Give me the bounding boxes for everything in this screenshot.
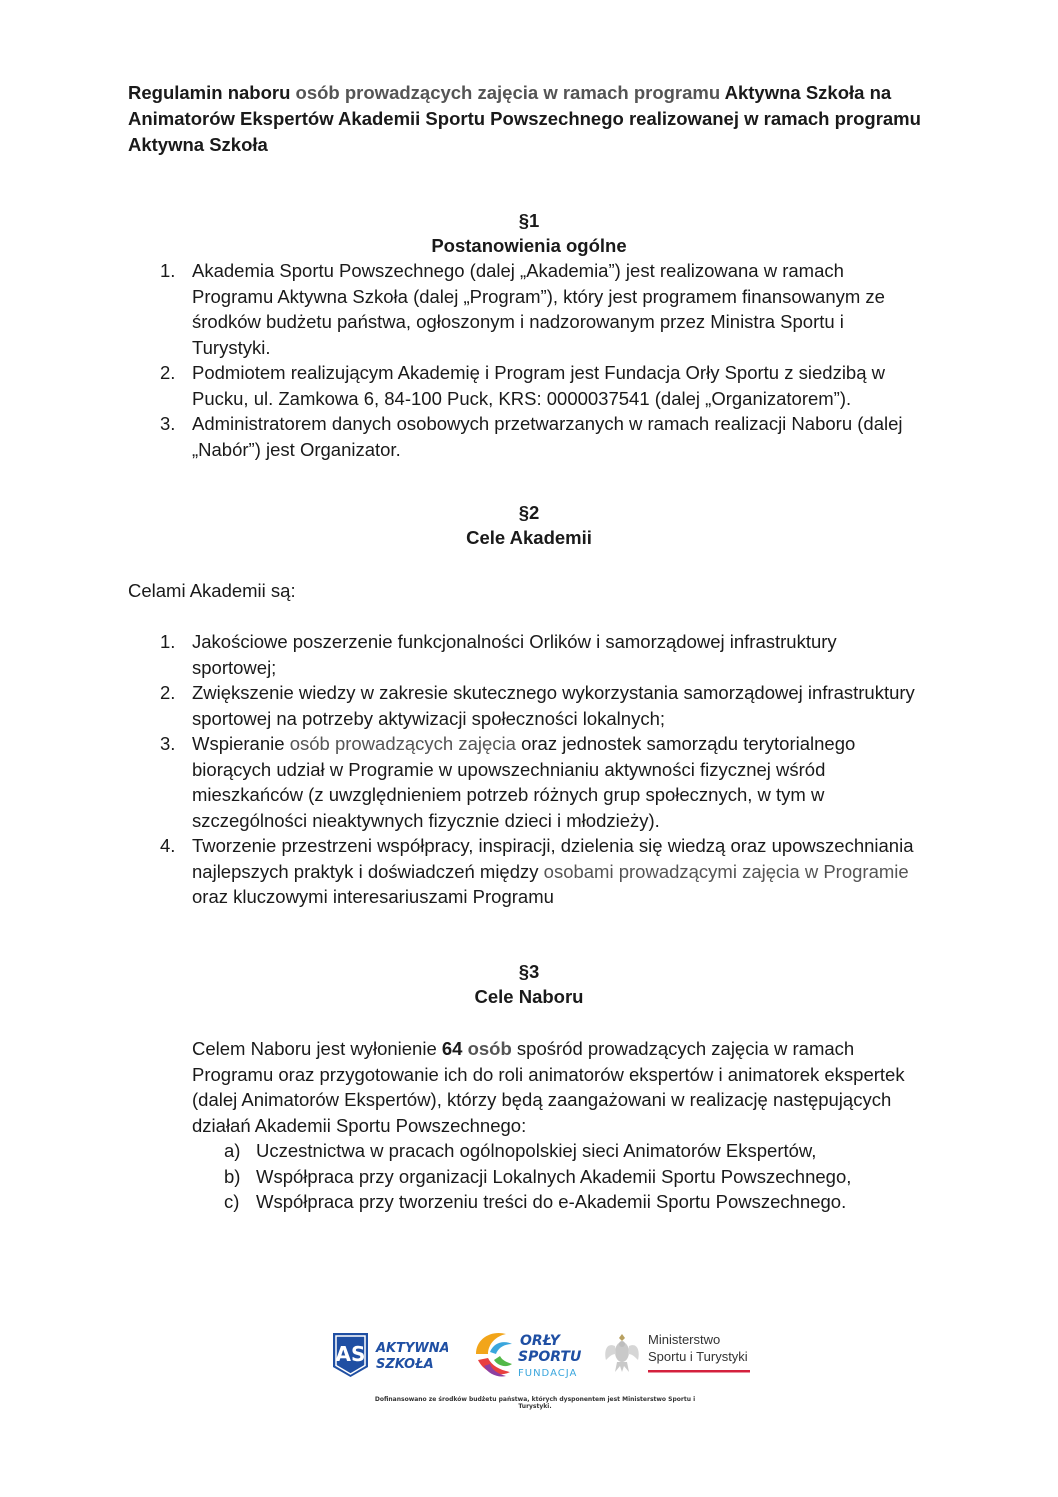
list-item bbox=[192, 1138, 912, 1164]
document-title bbox=[128, 80, 928, 158]
list-text: Wspieranie bbox=[192, 733, 290, 754]
list-item bbox=[128, 680, 918, 731]
paragraph-text: spośród prowadzących zajęcia w ramach Programu oraz przygotowanie ich do roli animatorów ekspertów i animatorek ekspertek (dalej Animatorów Ekspertów), którzy będą zaangażowani w realizację następujących działań Akademii Sportu Powszechnego: bbox=[192, 1038, 905, 1136]
min-text-1: Ministerstwo bbox=[648, 1332, 721, 1347]
aktywna-szkola-logo bbox=[330, 1331, 448, 1379]
section-3-list bbox=[192, 1138, 912, 1215]
list-text: oraz jednostek samorządu terytorialnego biorących udział w Programie w upowszechnianiu aktywności fizycznej wśród mieszkańców (z uwzględnieniem potrzeb różnych grup społecznych, w tym w szczególności nieaktywnych fizycznie dzieci i młodzieży). bbox=[192, 733, 856, 831]
list-item bbox=[128, 411, 918, 462]
section-1-list bbox=[128, 258, 918, 462]
as-text-1: AKTYWNA bbox=[376, 1341, 448, 1356]
list-text: oraz kluczowymi interesariuszami Programu bbox=[192, 886, 554, 907]
list-text-highlight: osób prowadzących zajęcia bbox=[289, 733, 516, 754]
list-item bbox=[192, 1164, 912, 1190]
title-part: Aktywna Szkoła na Animatorów Ekspertów Akademii Sportu Powszechnego realizowanej w ramach programu Aktywna Szkoła bbox=[128, 82, 921, 155]
list-item bbox=[128, 258, 918, 360]
list-number: 2. bbox=[160, 682, 176, 703]
funding-note: Dofinansowano ze środków budżetu państwa, których dysponentem jest Ministerstwo Sportu i Turystyki. bbox=[374, 1396, 696, 1410]
list-item bbox=[128, 629, 918, 680]
orly-text-2: SPORTU bbox=[518, 1349, 582, 1365]
list-number: 4. bbox=[160, 835, 176, 856]
section-2-heading: Cele Akademii bbox=[466, 527, 592, 548]
list-text: Współpraca przy organizacji Lokalnych Akademii Sportu Powszechnego, bbox=[256, 1165, 852, 1187]
list-text-highlight: osobami prowadzącymi zajęcia w Programie bbox=[543, 860, 909, 882]
list-letter: a) bbox=[224, 1140, 241, 1161]
min-red-bar bbox=[648, 1370, 750, 1373]
list-item bbox=[128, 731, 918, 833]
title-highlight: osób prowadzących zajęcia w ramach programu bbox=[295, 82, 721, 103]
section-2-intro: Celami Akademii są: bbox=[128, 580, 296, 601]
list-item bbox=[128, 833, 918, 910]
list-text: Akademia Sportu Powszechnego (dalej „Akademia”) jest realizowana w ramach Programu Aktywna Szkoła (dalej „Program”), który jest programem finansowanym ze środków budżetu państwa, ogłoszonym i nadzorowanym przez Ministra Sportu i Turystyki. bbox=[192, 260, 885, 358]
list-text: Podmiotem realizującym Akademię i Program jest Fundacja Orły Sportu z siedzibą w Pucku, ul. Zamkowa 6, 84-100 Puck, KRS: 0000037541 (dalej „Organizatorem”). bbox=[192, 362, 886, 409]
list-number: 2. bbox=[160, 362, 176, 383]
list-text: Współpraca przy tworzeniu treści do e-Akademii Sportu Powszechnego. bbox=[256, 1191, 847, 1212]
list-number: 1. bbox=[160, 260, 176, 281]
orly-text-3: FUNDACJA bbox=[518, 1368, 578, 1379]
list-number: 3. bbox=[160, 413, 176, 434]
list-number: 1. bbox=[160, 631, 176, 652]
list-text: Tworzenie przestrzeni współpracy, inspiracji, dzielenia się wiedzą oraz upowszechniania najlepszych praktyk i doświadczeń między bbox=[192, 835, 914, 882]
list-item bbox=[192, 1189, 912, 1215]
as-text-2: SZKOŁA bbox=[376, 1357, 434, 1372]
list-letter: c) bbox=[224, 1191, 240, 1212]
section-1-sign: §1 bbox=[518, 210, 540, 231]
paragraph-text: Celem Naboru jest wyłonienie bbox=[192, 1038, 442, 1059]
section-2-sign: §2 bbox=[518, 502, 540, 523]
orly-sportu-logo bbox=[470, 1326, 590, 1384]
section-2-list bbox=[128, 629, 918, 910]
section-1-heading: Postanowienia ogólne bbox=[431, 235, 627, 256]
list-text: Administratorem danych osobowych przetwarzanych w ramach realizacji Naboru (dalej „Nabór”) jest Organizator. bbox=[192, 413, 903, 460]
list-item bbox=[128, 360, 918, 411]
list-number: 3. bbox=[160, 733, 176, 754]
section-3-heading: Cele Naboru bbox=[474, 986, 584, 1007]
footer-logos bbox=[330, 1326, 750, 1406]
list-text: Jakościowe poszerzenie funkcjonalności Orlików i samorządowej infrastruktury sportowej; bbox=[192, 631, 837, 678]
as-mark-text: AS bbox=[335, 1342, 366, 1366]
ministerstwo-logo bbox=[602, 1328, 752, 1384]
list-text: Uczestnictwa w pracach ogólnopolskiej sieci Animatorów Ekspertów, bbox=[256, 1140, 817, 1161]
min-text-2: Sportu i Turystyki bbox=[648, 1349, 748, 1364]
paragraph-highlight: osób bbox=[462, 1038, 512, 1059]
eagle-emblem-icon bbox=[605, 1334, 638, 1372]
list-text: Zwiększenie wiedzy w zakresie skutecznego wykorzystania samorządowej infrastruktury sportowej na potrzeby aktywizacji społeczności lokalnych; bbox=[192, 682, 915, 729]
section-3-sign: §3 bbox=[518, 961, 540, 982]
title-part: Regulamin naboru bbox=[128, 82, 296, 103]
paragraph-number: 64 bbox=[441, 1038, 463, 1059]
list-letter: b) bbox=[224, 1165, 241, 1187]
section-3-paragraph bbox=[192, 1036, 912, 1138]
orly-text-1: ORŁY bbox=[520, 1333, 560, 1349]
